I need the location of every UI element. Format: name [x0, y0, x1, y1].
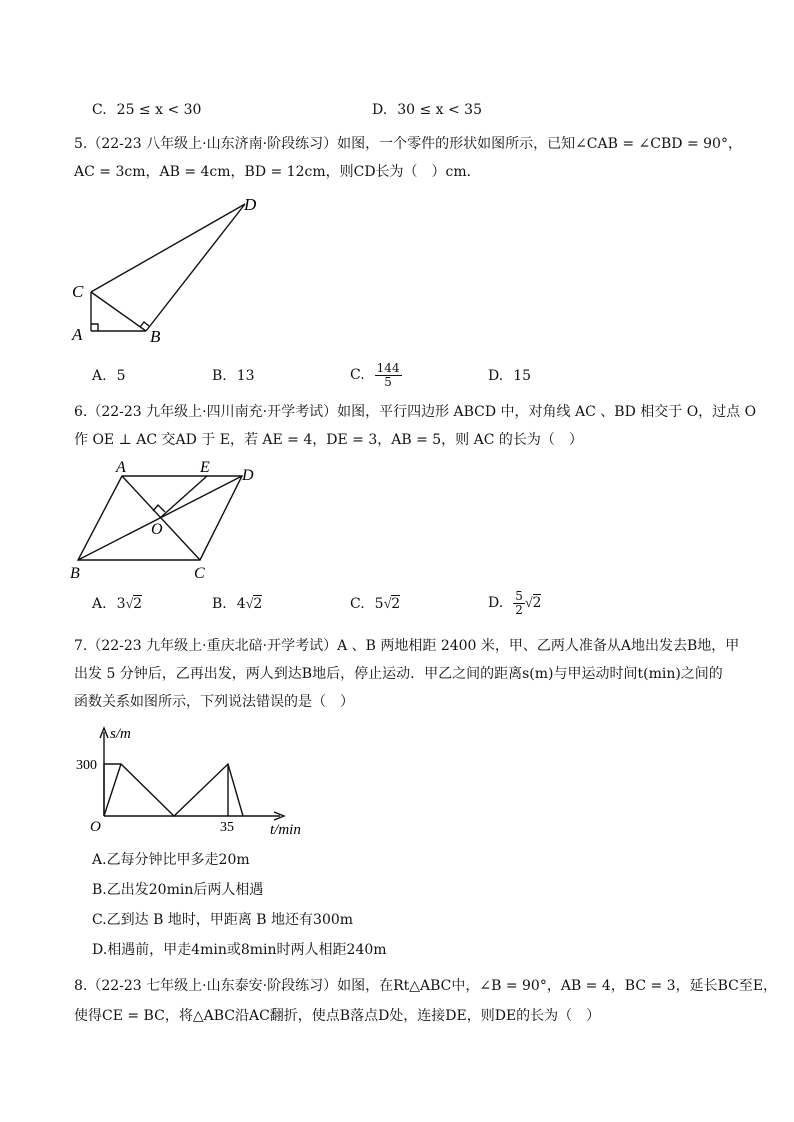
sqrt-sign: √ [245, 597, 254, 612]
fraction-numerator: 144 [376, 360, 400, 375]
option-coefficient: 5 [374, 596, 384, 612]
q8-line-1: 8.（22-23 七年级上·山东泰安·阶段练习）如图，在Rt△ABC中，∠B = 90°，AB = 4，BC = 3，延长BC至E， [74, 978, 778, 994]
radicand: 2 [532, 595, 542, 611]
right-angle-mark-B [140, 322, 149, 327]
option-letter: D. [488, 368, 504, 384]
label-A: A [116, 459, 126, 476]
q5-line-1: 5.（22-23 八年级上·山东济南·阶段练习）如图，一个零件的形状如图所示，已知∠CAB = ∠CBD = 90°， [74, 136, 742, 152]
x-tick-label: 35 [220, 820, 234, 835]
q6-option-a [92, 594, 142, 615]
radicand: 2 [133, 596, 143, 612]
option-letter: C. [350, 367, 365, 383]
option-letter: A. [92, 368, 107, 384]
fraction [513, 590, 525, 617]
q6-line-2: 作 OE ⊥ AC 交AD 于 E，若 AE = 4，DE = 3，AB = 5，则 AC 的长为（ ） [74, 432, 583, 448]
option-text: 乙到达 B 地时，甲距离 B 地还有300m [106, 912, 354, 928]
q5-figure [60, 190, 280, 350]
radicand: 2 [253, 596, 263, 612]
fraction-denominator: 2 [515, 602, 523, 617]
label-D: D [242, 467, 254, 484]
radicand: 2 [391, 596, 401, 612]
q5-option-d [488, 366, 531, 386]
q6-option-d [488, 588, 541, 619]
q6-line-1: 6.（22-23 九年级上·四川南充·开学考试）如图，平行四边形 ABCD 中，对角线 AC 、BD 相交于 O，过点 O [74, 404, 757, 420]
q5-option-a [92, 366, 125, 386]
q6-figure [60, 456, 280, 586]
right-angle-mark-A [91, 324, 98, 331]
q7-graph [70, 722, 340, 838]
q7-option-d [92, 940, 387, 960]
option-letter: B. [92, 882, 107, 898]
second-person-line [104, 764, 121, 816]
label-O: O [151, 521, 163, 538]
q5-line-2: AC = 3cm，AB = 4cm，BD = 12cm，则CD长为（ ）cm． [74, 164, 481, 180]
option-text: 乙出发20min后两人相遇 [106, 882, 264, 898]
option-letter: B. [212, 596, 227, 612]
fraction [375, 362, 402, 389]
option-text: 13 [236, 368, 255, 384]
segment-CD [91, 204, 245, 292]
option-text: 30 ≤ x < 35 [397, 102, 482, 118]
option-letter: A. [92, 852, 107, 868]
q7-option-b [92, 880, 263, 900]
x-axis-label: t/min [270, 822, 301, 838]
option-letter: D. [372, 102, 388, 118]
sqrt-sign: √ [524, 596, 533, 611]
option-text: 25 ≤ x < 30 [116, 102, 202, 118]
q4-option-d [372, 100, 482, 120]
q5-option-c [350, 360, 402, 390]
option-text: 5 [116, 368, 126, 384]
q4-option-c [92, 100, 201, 120]
option-text: 15 [513, 368, 532, 384]
label-C: C [72, 282, 84, 301]
option-letter: A. [92, 596, 107, 612]
q7-line-1: 7.（22-23 九年级上·重庆北碚·开学考试）A 、B 两地相距 2400 米，甲、乙两人准备从A地出发去B地，甲 [74, 638, 740, 654]
label-D: D [244, 195, 257, 214]
segment-CB [91, 292, 146, 331]
q5-option-b [212, 366, 255, 386]
q6-option-b [212, 594, 262, 615]
label-B: B [150, 327, 161, 346]
label-B: B [70, 565, 80, 582]
option-letter: C. [350, 596, 365, 612]
label-E: E [200, 459, 210, 476]
option-text: 相遇前，甲走4min或8min时两人相距240m [107, 942, 387, 958]
option-letter: C. [92, 912, 107, 928]
y-tick-label: 300 [76, 758, 97, 773]
sqrt-sign: √ [383, 597, 392, 612]
segment-BD [146, 204, 245, 331]
option-letter: D. [92, 942, 108, 958]
label-C: C [194, 565, 205, 582]
option-letter: C. [92, 102, 107, 118]
sqrt-sign: √ [125, 597, 134, 612]
option-text: 乙每分钟比甲多走20m [106, 852, 250, 868]
y-axis-label: s/m [110, 726, 131, 742]
option-coefficient: 4 [236, 596, 246, 612]
q6-option-c [350, 594, 400, 615]
q7-line-3: 函数关系如图所示，下列说法错误的是（ ） [74, 694, 354, 710]
option-letter: D. [488, 595, 504, 611]
distance-polyline [104, 764, 243, 816]
origin-label: O [90, 819, 101, 835]
option-coefficient: 3 [116, 596, 126, 612]
fraction-numerator: 5 [515, 588, 523, 603]
q7-option-c [92, 910, 353, 930]
option-letter: B. [212, 368, 227, 384]
q7-option-a [92, 850, 250, 870]
q7-line-2: 出发 5 分钟后，乙再出发，两人到达B地后，停止运动．甲乙之间的距离s(m)与甲运动时间t(min)之间的 [74, 666, 723, 682]
label-A: A [72, 325, 83, 344]
q8-line-2: 使得CE = BC，将△ABC沿AC翻折，使点B落点D处，连接DE，则DE的长为（ ） [74, 1008, 601, 1024]
fraction-denominator: 5 [384, 374, 392, 389]
